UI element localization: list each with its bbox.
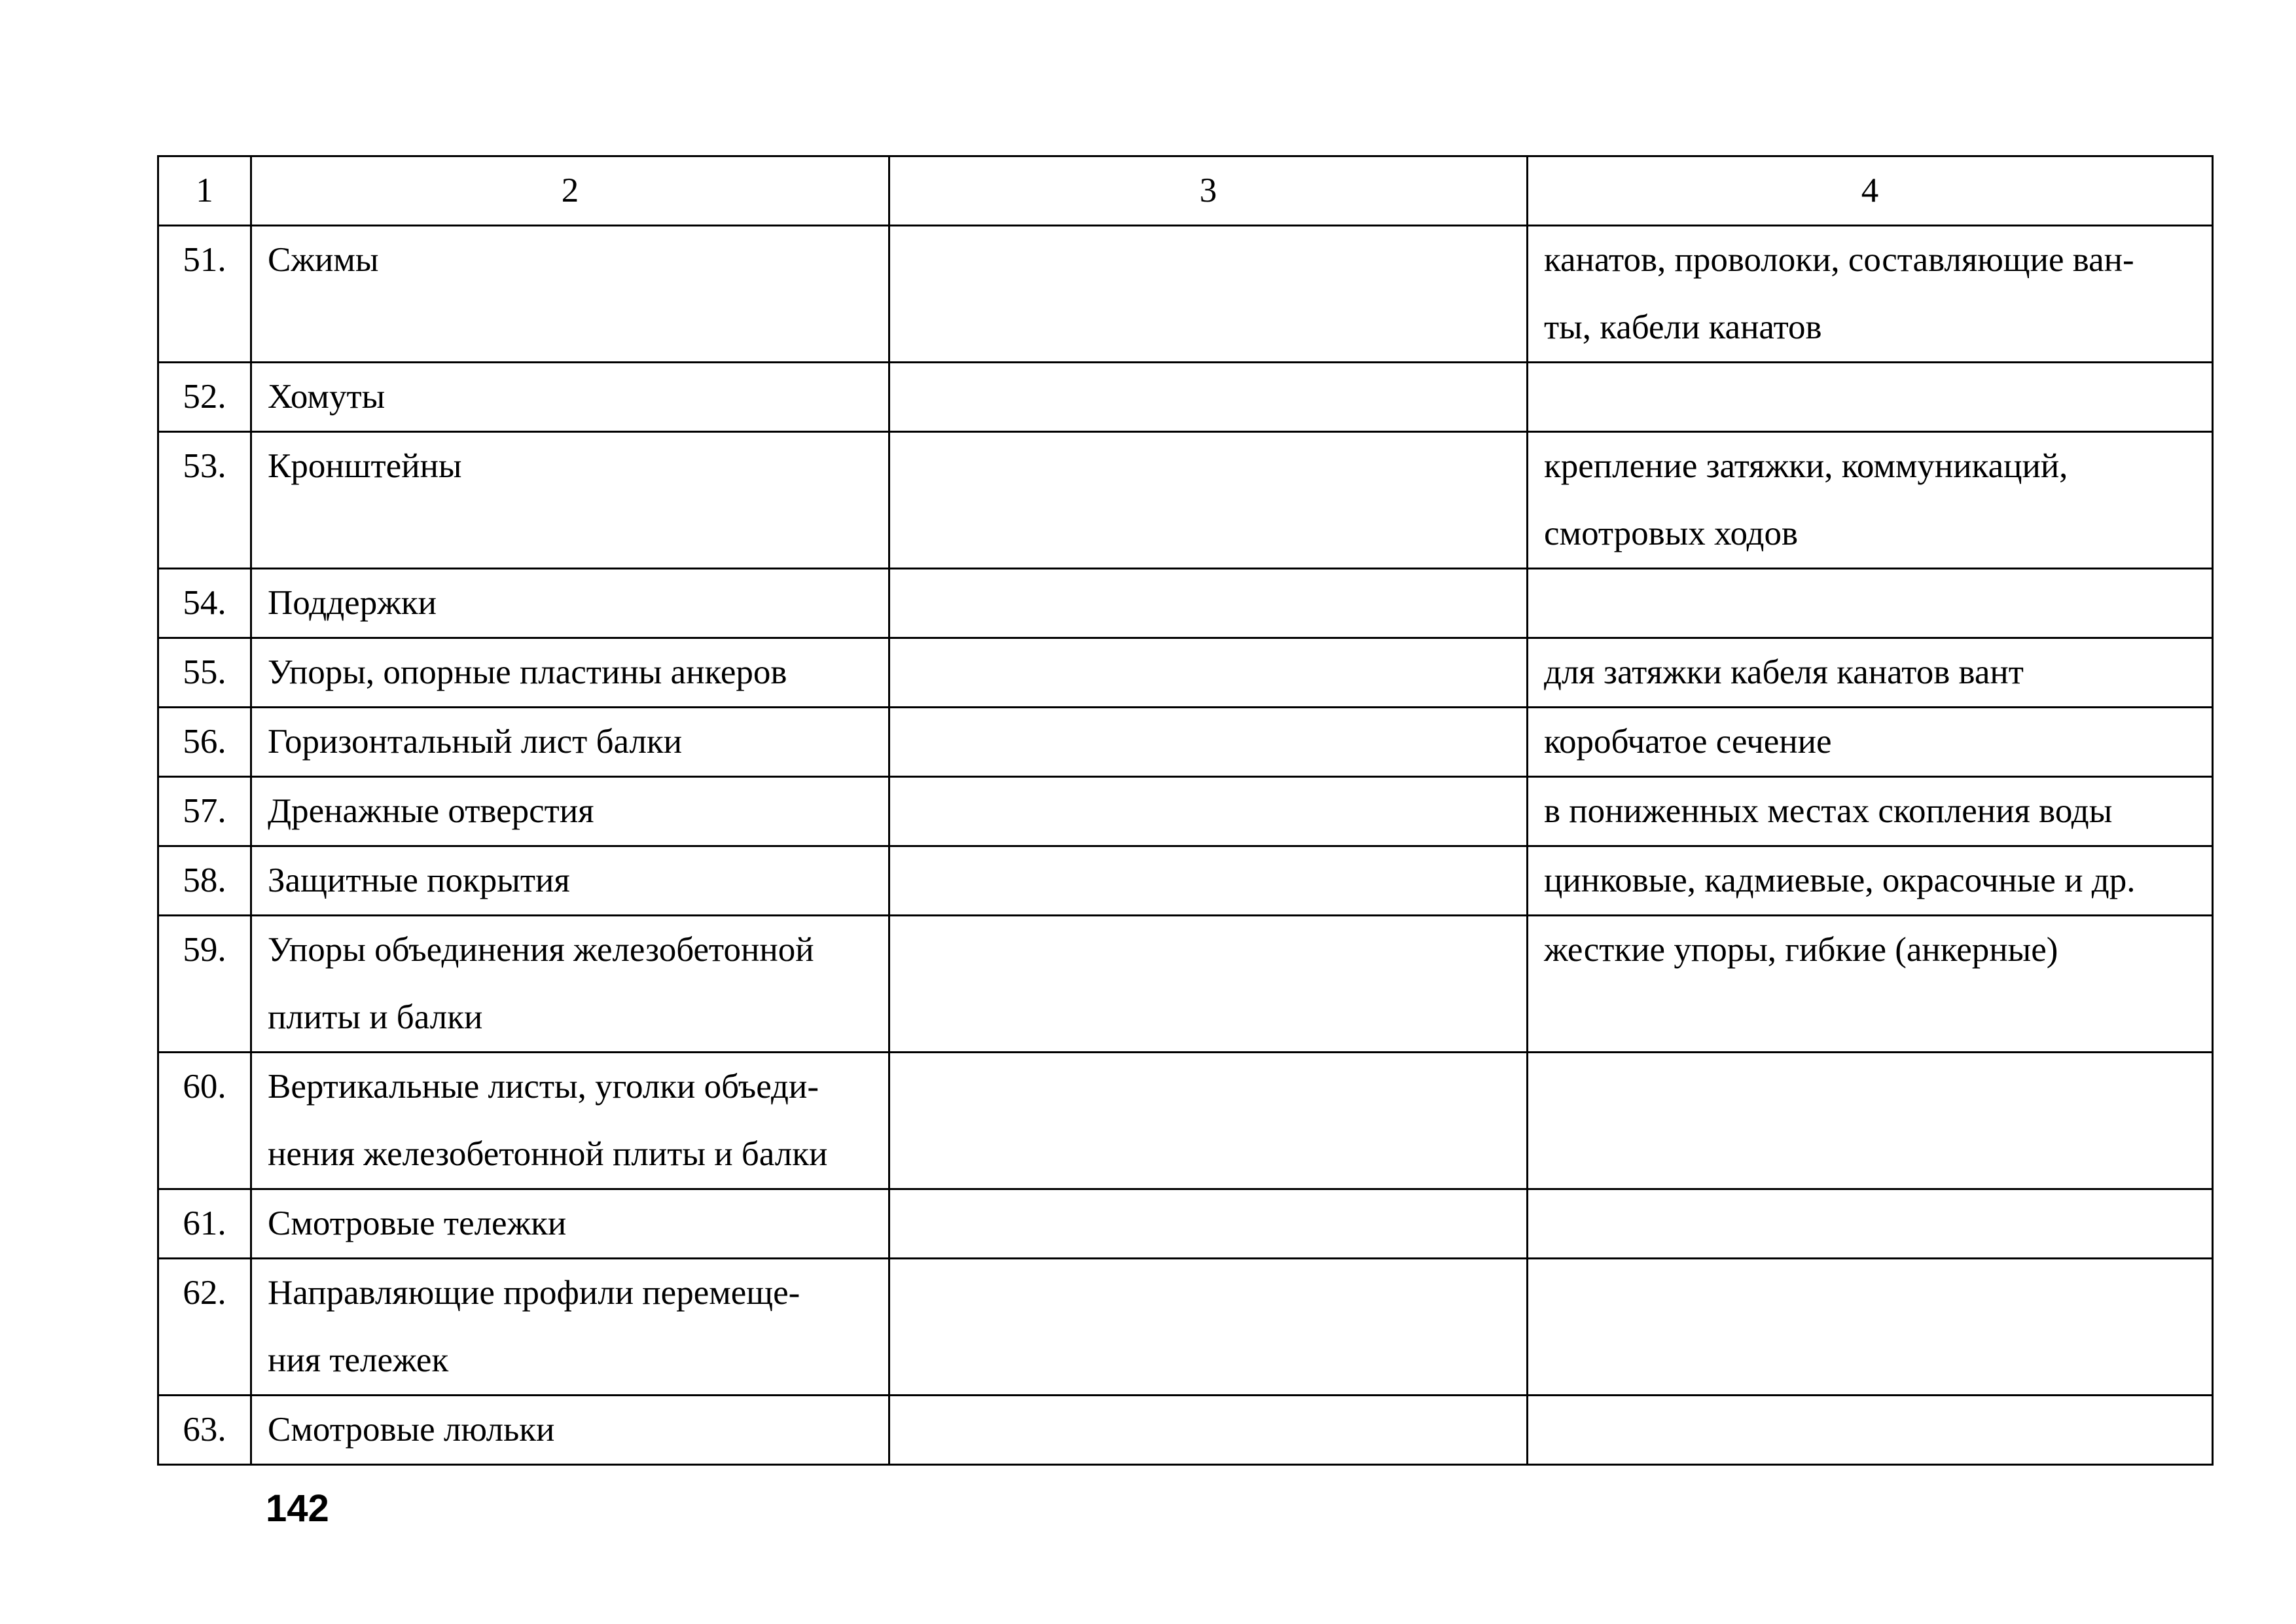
note-cell [1528,777,2213,846]
cell-text-line: Вертикальные листы, уголки объеди- [268,1068,819,1106]
row-number-cell: 58. [158,846,251,916]
column-3-cell [889,569,1528,638]
table-row [158,916,2213,1053]
item-name-cell [251,432,889,569]
cell-text-line: нения железобетонной плиты и балки [268,1135,828,1173]
table-row [158,1053,2213,1189]
item-name-cell [251,1189,889,1259]
note-cell [1528,1396,2213,1465]
cell-text-line: коробчатое сечение [1544,723,1832,761]
cell-text-line: ты, кабели канатов [1544,308,1822,346]
cell-text-line: для затяжки кабеля канатов вант [1544,653,2024,691]
row-number-cell: 62. [158,1259,251,1396]
cell-text-line: Сжимы [268,241,379,279]
note-cell [1528,226,2213,363]
cell-text-line: Смотровые тележки [268,1204,567,1242]
row-number-cell: 63. [158,1396,251,1465]
note-cell [1528,638,2213,708]
header-cell-4: 4 [1528,156,2213,226]
table-row [158,1189,2213,1259]
page-number: 142 [266,1487,329,1530]
table-row [158,1259,2213,1396]
header-cell-1: 1 [158,156,251,226]
table-row [158,846,2213,916]
table-row [158,708,2213,777]
column-3-cell [889,708,1528,777]
note-cell [1528,1189,2213,1259]
note-cell [1528,1259,2213,1396]
table-row [158,569,2213,638]
item-name-cell [251,846,889,916]
note-cell [1528,363,2213,432]
note-cell [1528,432,2213,569]
cell-text-line: Горизонтальный лист балки [268,723,683,761]
specification-table [157,155,2214,1466]
row-number-cell: 54. [158,569,251,638]
table-row [158,432,2213,569]
note-cell [1528,1053,2213,1189]
item-name-cell [251,1396,889,1465]
cell-text-line: Поддержки [268,584,437,622]
header-cell-3: 3 [889,156,1528,226]
row-number-cell: 55. [158,638,251,708]
column-3-cell [889,1259,1528,1396]
column-3-cell [889,226,1528,363]
item-name-cell [251,638,889,708]
item-name-cell [251,1053,889,1189]
cell-text-line: канатов, проволоки, составляющие ван- [1544,241,2134,279]
table-row [158,363,2213,432]
cell-text-line: крепление затяжки, коммуникаций, [1544,447,2068,485]
note-cell [1528,569,2213,638]
row-number-cell: 61. [158,1189,251,1259]
item-name-cell [251,708,889,777]
row-number-cell: 60. [158,1053,251,1189]
row-number-cell: 59. [158,916,251,1053]
cell-text-line: Хомуты [268,378,386,416]
cell-text-line: Защитные покрытия [268,861,570,899]
cell-text-line: Упоры, опорные пластины анкеров [268,653,787,691]
row-number-cell: 52. [158,363,251,432]
row-number-cell: 53. [158,432,251,569]
column-3-cell [889,1189,1528,1259]
row-number-cell: 57. [158,777,251,846]
column-3-cell [889,1053,1528,1189]
header-cell-2: 2 [251,156,889,226]
table-body [158,226,2213,1465]
cell-text-line: жесткие упоры, гибкие (анкерные) [1544,931,2058,969]
table-row [158,226,2213,363]
column-3-cell [889,846,1528,916]
column-3-cell [889,916,1528,1053]
note-cell [1528,708,2213,777]
cell-text-line: Смотровые люльки [268,1411,555,1449]
cell-text-line: Кронштейны [268,447,462,485]
column-3-cell [889,638,1528,708]
row-number-cell: 56. [158,708,251,777]
item-name-cell [251,1259,889,1396]
column-3-cell [889,432,1528,569]
table-row [158,1396,2213,1465]
item-name-cell [251,777,889,846]
item-name-cell [251,569,889,638]
column-3-cell [889,363,1528,432]
cell-text-line: ния тележек [268,1341,449,1379]
item-name-cell [251,916,889,1053]
cell-text-line: Направляющие профили перемеще- [268,1274,800,1312]
row-number-cell: 51. [158,226,251,363]
cell-text-line: Упоры объединения железобетонной [268,931,814,969]
table-row [158,777,2213,846]
table-header [158,156,2213,226]
table-row [158,638,2213,708]
item-name-cell [251,363,889,432]
column-3-cell [889,777,1528,846]
header-row [158,156,2213,226]
column-3-cell [889,1396,1528,1465]
cell-text-line: плиты и балки [268,998,483,1036]
cell-text-line: смотровых ходов [1544,514,1799,552]
cell-text-line: в пониженных местах скопления воды [1544,792,2113,830]
item-name-cell [251,226,889,363]
note-cell [1528,846,2213,916]
cell-text-line: цинковые, кадмиевые, окрасочные и др. [1544,861,2136,899]
cell-text-line: Дренажные отверстия [268,792,594,830]
note-cell [1528,916,2213,1053]
